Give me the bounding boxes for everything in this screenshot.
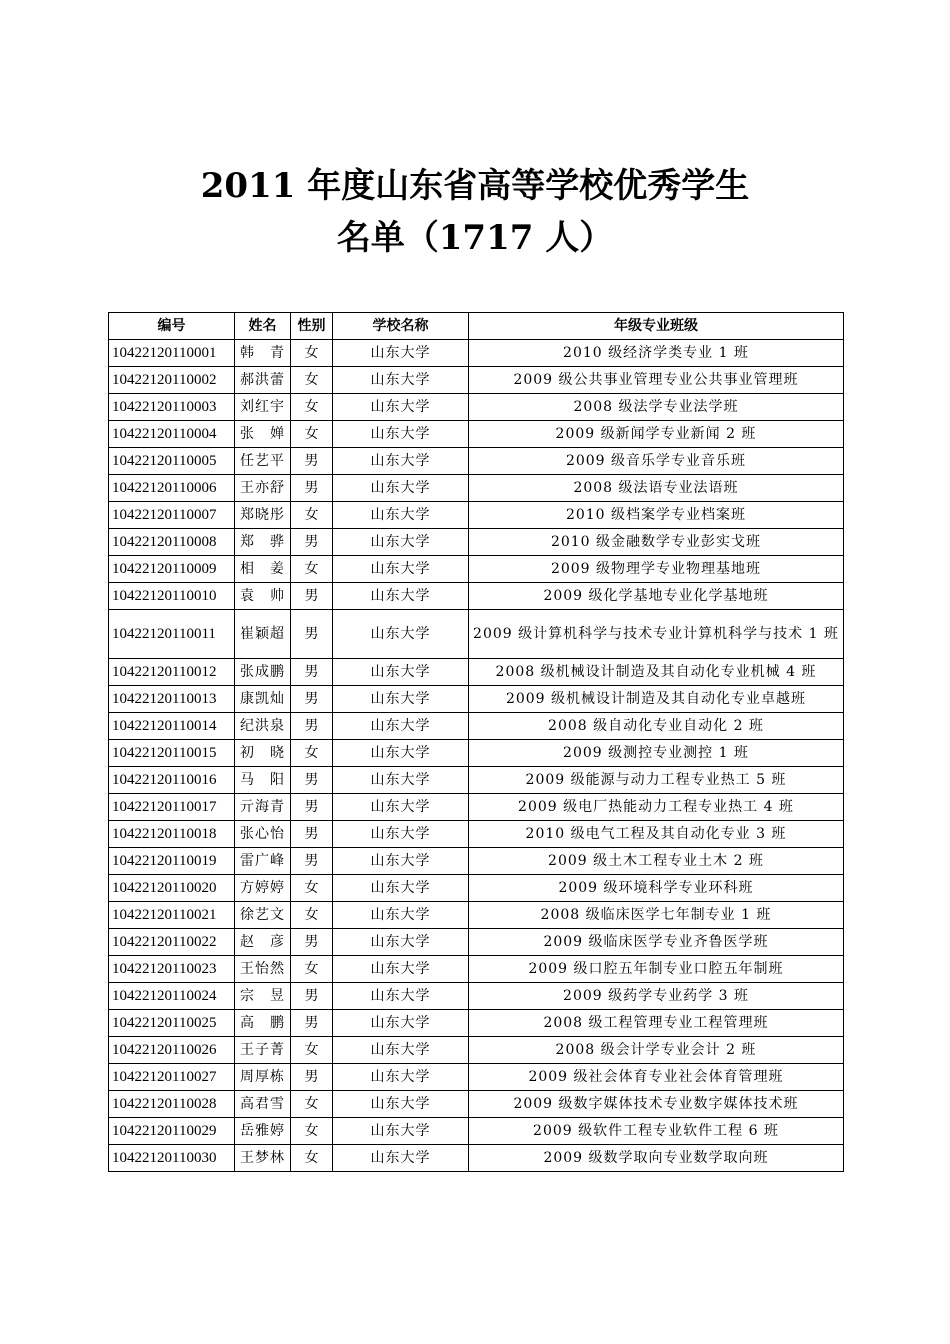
cell-sex: 男 — [291, 448, 333, 475]
cell-id: 10422120110027 — [109, 1064, 235, 1091]
cell-id: 10422120110016 — [109, 767, 235, 794]
cell-school: 山东大学 — [333, 740, 469, 767]
table-row — [109, 340, 844, 367]
table-row — [109, 583, 844, 610]
cell-name: 韩 青 — [235, 340, 291, 367]
cell-name: 岳雅婷 — [235, 1118, 291, 1145]
table-row — [109, 1118, 844, 1145]
cell-class: 2009 级药学专业药学 3 班 — [469, 983, 844, 1010]
header-school: 学校名称 — [333, 313, 469, 340]
cell-name: 张 婵 — [235, 421, 291, 448]
cell-name: 崔颖超 — [235, 610, 291, 659]
cell-school: 山东大学 — [333, 448, 469, 475]
cell-sex: 女 — [291, 421, 333, 448]
cell-sex: 男 — [291, 767, 333, 794]
cell-school: 山东大学 — [333, 421, 469, 448]
cell-sex: 女 — [291, 556, 333, 583]
cell-class: 2008 级自动化专业自动化 2 班 — [469, 713, 844, 740]
document-title-line1: 2011 年度山东省高等学校优秀学生 — [200, 166, 750, 206]
cell-sex: 女 — [291, 394, 333, 421]
cell-name: 王亦舒 — [235, 475, 291, 502]
cell-class: 2008 级机械设计制造及其自动化专业机械 4 班 — [469, 659, 844, 686]
header-class: 年级专业班级 — [469, 313, 844, 340]
cell-sex: 女 — [291, 1118, 333, 1145]
table-row — [109, 929, 844, 956]
cell-school: 山东大学 — [333, 475, 469, 502]
cell-school: 山东大学 — [333, 794, 469, 821]
cell-id: 10422120110018 — [109, 821, 235, 848]
cell-school: 山东大学 — [333, 686, 469, 713]
cell-sex: 男 — [291, 713, 333, 740]
cell-id: 10422120110001 — [109, 340, 235, 367]
cell-id: 10422120110010 — [109, 583, 235, 610]
cell-school: 山东大学 — [333, 583, 469, 610]
cell-name: 康凯灿 — [235, 686, 291, 713]
cell-class: 2009 级测控专业测控 1 班 — [469, 740, 844, 767]
cell-sex: 男 — [291, 583, 333, 610]
cell-sex: 男 — [291, 983, 333, 1010]
table-row — [109, 556, 844, 583]
cell-school: 山东大学 — [333, 367, 469, 394]
cell-name: 相 姜 — [235, 556, 291, 583]
table-row — [109, 686, 844, 713]
cell-name: 王梦林 — [235, 1145, 291, 1172]
cell-sex: 男 — [291, 610, 333, 659]
cell-name: 郑 骅 — [235, 529, 291, 556]
cell-class: 2009 级新闻学专业新闻 2 班 — [469, 421, 844, 448]
cell-school: 山东大学 — [333, 1118, 469, 1145]
cell-name: 高君雪 — [235, 1091, 291, 1118]
table-row — [109, 902, 844, 929]
cell-id: 10422120110006 — [109, 475, 235, 502]
cell-sex: 女 — [291, 1037, 333, 1064]
cell-school: 山东大学 — [333, 767, 469, 794]
cell-id: 10422120110028 — [109, 1091, 235, 1118]
header-id: 编号 — [109, 313, 235, 340]
cell-school: 山东大学 — [333, 1145, 469, 1172]
cell-id: 10422120110008 — [109, 529, 235, 556]
cell-class: 2009 级社会体育专业社会体育管理班 — [469, 1064, 844, 1091]
document-title-line2: 名单（1717 人） — [336, 218, 614, 258]
header-sex: 性别 — [291, 313, 333, 340]
cell-id: 10422120110020 — [109, 875, 235, 902]
table-row — [109, 529, 844, 556]
cell-sex: 女 — [291, 340, 333, 367]
cell-school: 山东大学 — [333, 1037, 469, 1064]
cell-sex: 男 — [291, 794, 333, 821]
cell-school: 山东大学 — [333, 502, 469, 529]
cell-sex: 男 — [291, 529, 333, 556]
cell-class: 2009 级机械设计制造及其自动化专业卓越班 — [469, 686, 844, 713]
cell-name: 王怡然 — [235, 956, 291, 983]
cell-class: 2009 级软件工程专业软件工程 6 班 — [469, 1118, 844, 1145]
cell-name: 刘红宇 — [235, 394, 291, 421]
cell-sex: 男 — [291, 821, 333, 848]
cell-class: 2009 级公共事业管理专业公共事业管理班 — [469, 367, 844, 394]
table-row — [109, 502, 844, 529]
cell-school: 山东大学 — [333, 340, 469, 367]
cell-name: 宗 昱 — [235, 983, 291, 1010]
table-row — [109, 848, 844, 875]
table-row — [109, 767, 844, 794]
cell-school: 山东大学 — [333, 821, 469, 848]
cell-id: 10422120110009 — [109, 556, 235, 583]
table-row — [109, 421, 844, 448]
table-row — [109, 475, 844, 502]
cell-id: 10422120110025 — [109, 1010, 235, 1037]
table-header-row — [109, 313, 844, 340]
table-row — [109, 821, 844, 848]
table-row — [109, 875, 844, 902]
header-name: 姓名 — [235, 313, 291, 340]
cell-class: 2009 级音乐学专业音乐班 — [469, 448, 844, 475]
cell-sex: 女 — [291, 902, 333, 929]
cell-id: 10422120110030 — [109, 1145, 235, 1172]
cell-school: 山东大学 — [333, 848, 469, 875]
cell-class: 2008 级法语专业法语班 — [469, 475, 844, 502]
cell-school: 山东大学 — [333, 659, 469, 686]
cell-school: 山东大学 — [333, 983, 469, 1010]
table-row — [109, 610, 844, 659]
cell-id: 10422120110005 — [109, 448, 235, 475]
table-row — [109, 394, 844, 421]
cell-school: 山东大学 — [333, 902, 469, 929]
cell-school: 山东大学 — [333, 1091, 469, 1118]
cell-school: 山东大学 — [333, 394, 469, 421]
cell-school: 山东大学 — [333, 529, 469, 556]
cell-class: 2009 级数字媒体技术专业数字媒体技术班 — [469, 1091, 844, 1118]
cell-id: 10422120110002 — [109, 367, 235, 394]
table-row — [109, 956, 844, 983]
cell-school: 山东大学 — [333, 610, 469, 659]
cell-id: 10422120110021 — [109, 902, 235, 929]
cell-sex: 女 — [291, 740, 333, 767]
cell-id: 10422120110017 — [109, 794, 235, 821]
cell-class: 2008 级会计学专业会计 2 班 — [469, 1037, 844, 1064]
cell-name: 雷广峰 — [235, 848, 291, 875]
cell-sex: 男 — [291, 659, 333, 686]
cell-sex: 男 — [291, 1064, 333, 1091]
cell-id: 10422120110026 — [109, 1037, 235, 1064]
cell-name: 郑晓彤 — [235, 502, 291, 529]
table-row — [109, 367, 844, 394]
cell-school: 山东大学 — [333, 929, 469, 956]
cell-school: 山东大学 — [333, 875, 469, 902]
cell-sex: 女 — [291, 1145, 333, 1172]
cell-class: 2010 级电气工程及其自动化专业 3 班 — [469, 821, 844, 848]
table-row — [109, 1091, 844, 1118]
table-row — [109, 1064, 844, 1091]
cell-id: 10422120110004 — [109, 421, 235, 448]
cell-class: 2008 级临床医学七年制专业 1 班 — [469, 902, 844, 929]
cell-id: 10422120110022 — [109, 929, 235, 956]
cell-sex: 男 — [291, 475, 333, 502]
cell-name: 方婷婷 — [235, 875, 291, 902]
cell-sex: 女 — [291, 367, 333, 394]
cell-class: 2009 级数学取向专业数学取向班 — [469, 1145, 844, 1172]
cell-id: 10422120110024 — [109, 983, 235, 1010]
table-row — [109, 1037, 844, 1064]
cell-class: 2009 级口腔五年制专业口腔五年制班 — [469, 956, 844, 983]
cell-id: 10422120110007 — [109, 502, 235, 529]
cell-class: 2009 级能源与动力工程专业热工 5 班 — [469, 767, 844, 794]
cell-school: 山东大学 — [333, 713, 469, 740]
cell-id: 10422120110019 — [109, 848, 235, 875]
cell-name: 王子菁 — [235, 1037, 291, 1064]
cell-name: 徐艺文 — [235, 902, 291, 929]
cell-class: 2008 级工程管理专业工程管理班 — [469, 1010, 844, 1037]
table-row — [109, 713, 844, 740]
cell-class: 2009 级土木工程专业土木 2 班 — [469, 848, 844, 875]
cell-class: 2009 级环境科学专业环科班 — [469, 875, 844, 902]
cell-id: 10422120110023 — [109, 956, 235, 983]
cell-class: 2008 级法学专业法学班 — [469, 394, 844, 421]
table-row — [109, 1010, 844, 1037]
table-row — [109, 659, 844, 686]
cell-school: 山东大学 — [333, 1064, 469, 1091]
cell-class: 2010 级档案学专业档案班 — [469, 502, 844, 529]
table-body — [109, 340, 844, 1172]
cell-name: 马 阳 — [235, 767, 291, 794]
cell-sex: 男 — [291, 848, 333, 875]
cell-class: 2010 级经济学类专业 1 班 — [469, 340, 844, 367]
cell-name: 郝洪蕾 — [235, 367, 291, 394]
table-row — [109, 794, 844, 821]
cell-name: 袁 帅 — [235, 583, 291, 610]
table-row — [109, 448, 844, 475]
cell-sex: 男 — [291, 1010, 333, 1037]
cell-class: 2009 级物理学专业物理基地班 — [469, 556, 844, 583]
table-row — [109, 1145, 844, 1172]
cell-class: 2009 级化学基地专业化学基地班 — [469, 583, 844, 610]
cell-id: 10422120110029 — [109, 1118, 235, 1145]
cell-name: 纪洪泉 — [235, 713, 291, 740]
cell-name: 周厚栋 — [235, 1064, 291, 1091]
cell-name: 高 鹏 — [235, 1010, 291, 1037]
cell-sex: 男 — [291, 686, 333, 713]
cell-school: 山东大学 — [333, 956, 469, 983]
cell-name: 初 晓 — [235, 740, 291, 767]
cell-id: 10422120110011 — [109, 610, 235, 659]
cell-name: 亓海青 — [235, 794, 291, 821]
table-row — [109, 740, 844, 767]
cell-name: 张成鹏 — [235, 659, 291, 686]
cell-class: 2009 级临床医学专业齐鲁医学班 — [469, 929, 844, 956]
cell-class: 2010 级金融数学专业彭实戈班 — [469, 529, 844, 556]
cell-sex: 男 — [291, 929, 333, 956]
cell-sex: 女 — [291, 956, 333, 983]
cell-sex: 女 — [291, 1091, 333, 1118]
cell-class: 2009 级计算机科学与技术专业计算机科学与技术 1 班 — [469, 610, 844, 659]
cell-name: 赵 彦 — [235, 929, 291, 956]
student-list-table — [108, 312, 844, 1172]
cell-sex: 女 — [291, 502, 333, 529]
cell-sex: 女 — [291, 875, 333, 902]
cell-class: 2009 级电厂热能动力工程专业热工 4 班 — [469, 794, 844, 821]
cell-id: 10422120110014 — [109, 713, 235, 740]
cell-school: 山东大学 — [333, 556, 469, 583]
cell-id: 10422120110003 — [109, 394, 235, 421]
cell-id: 10422120110015 — [109, 740, 235, 767]
cell-school: 山东大学 — [333, 1010, 469, 1037]
cell-name: 任艺平 — [235, 448, 291, 475]
table-row — [109, 983, 844, 1010]
cell-name: 张心怡 — [235, 821, 291, 848]
cell-id: 10422120110013 — [109, 686, 235, 713]
cell-id: 10422120110012 — [109, 659, 235, 686]
